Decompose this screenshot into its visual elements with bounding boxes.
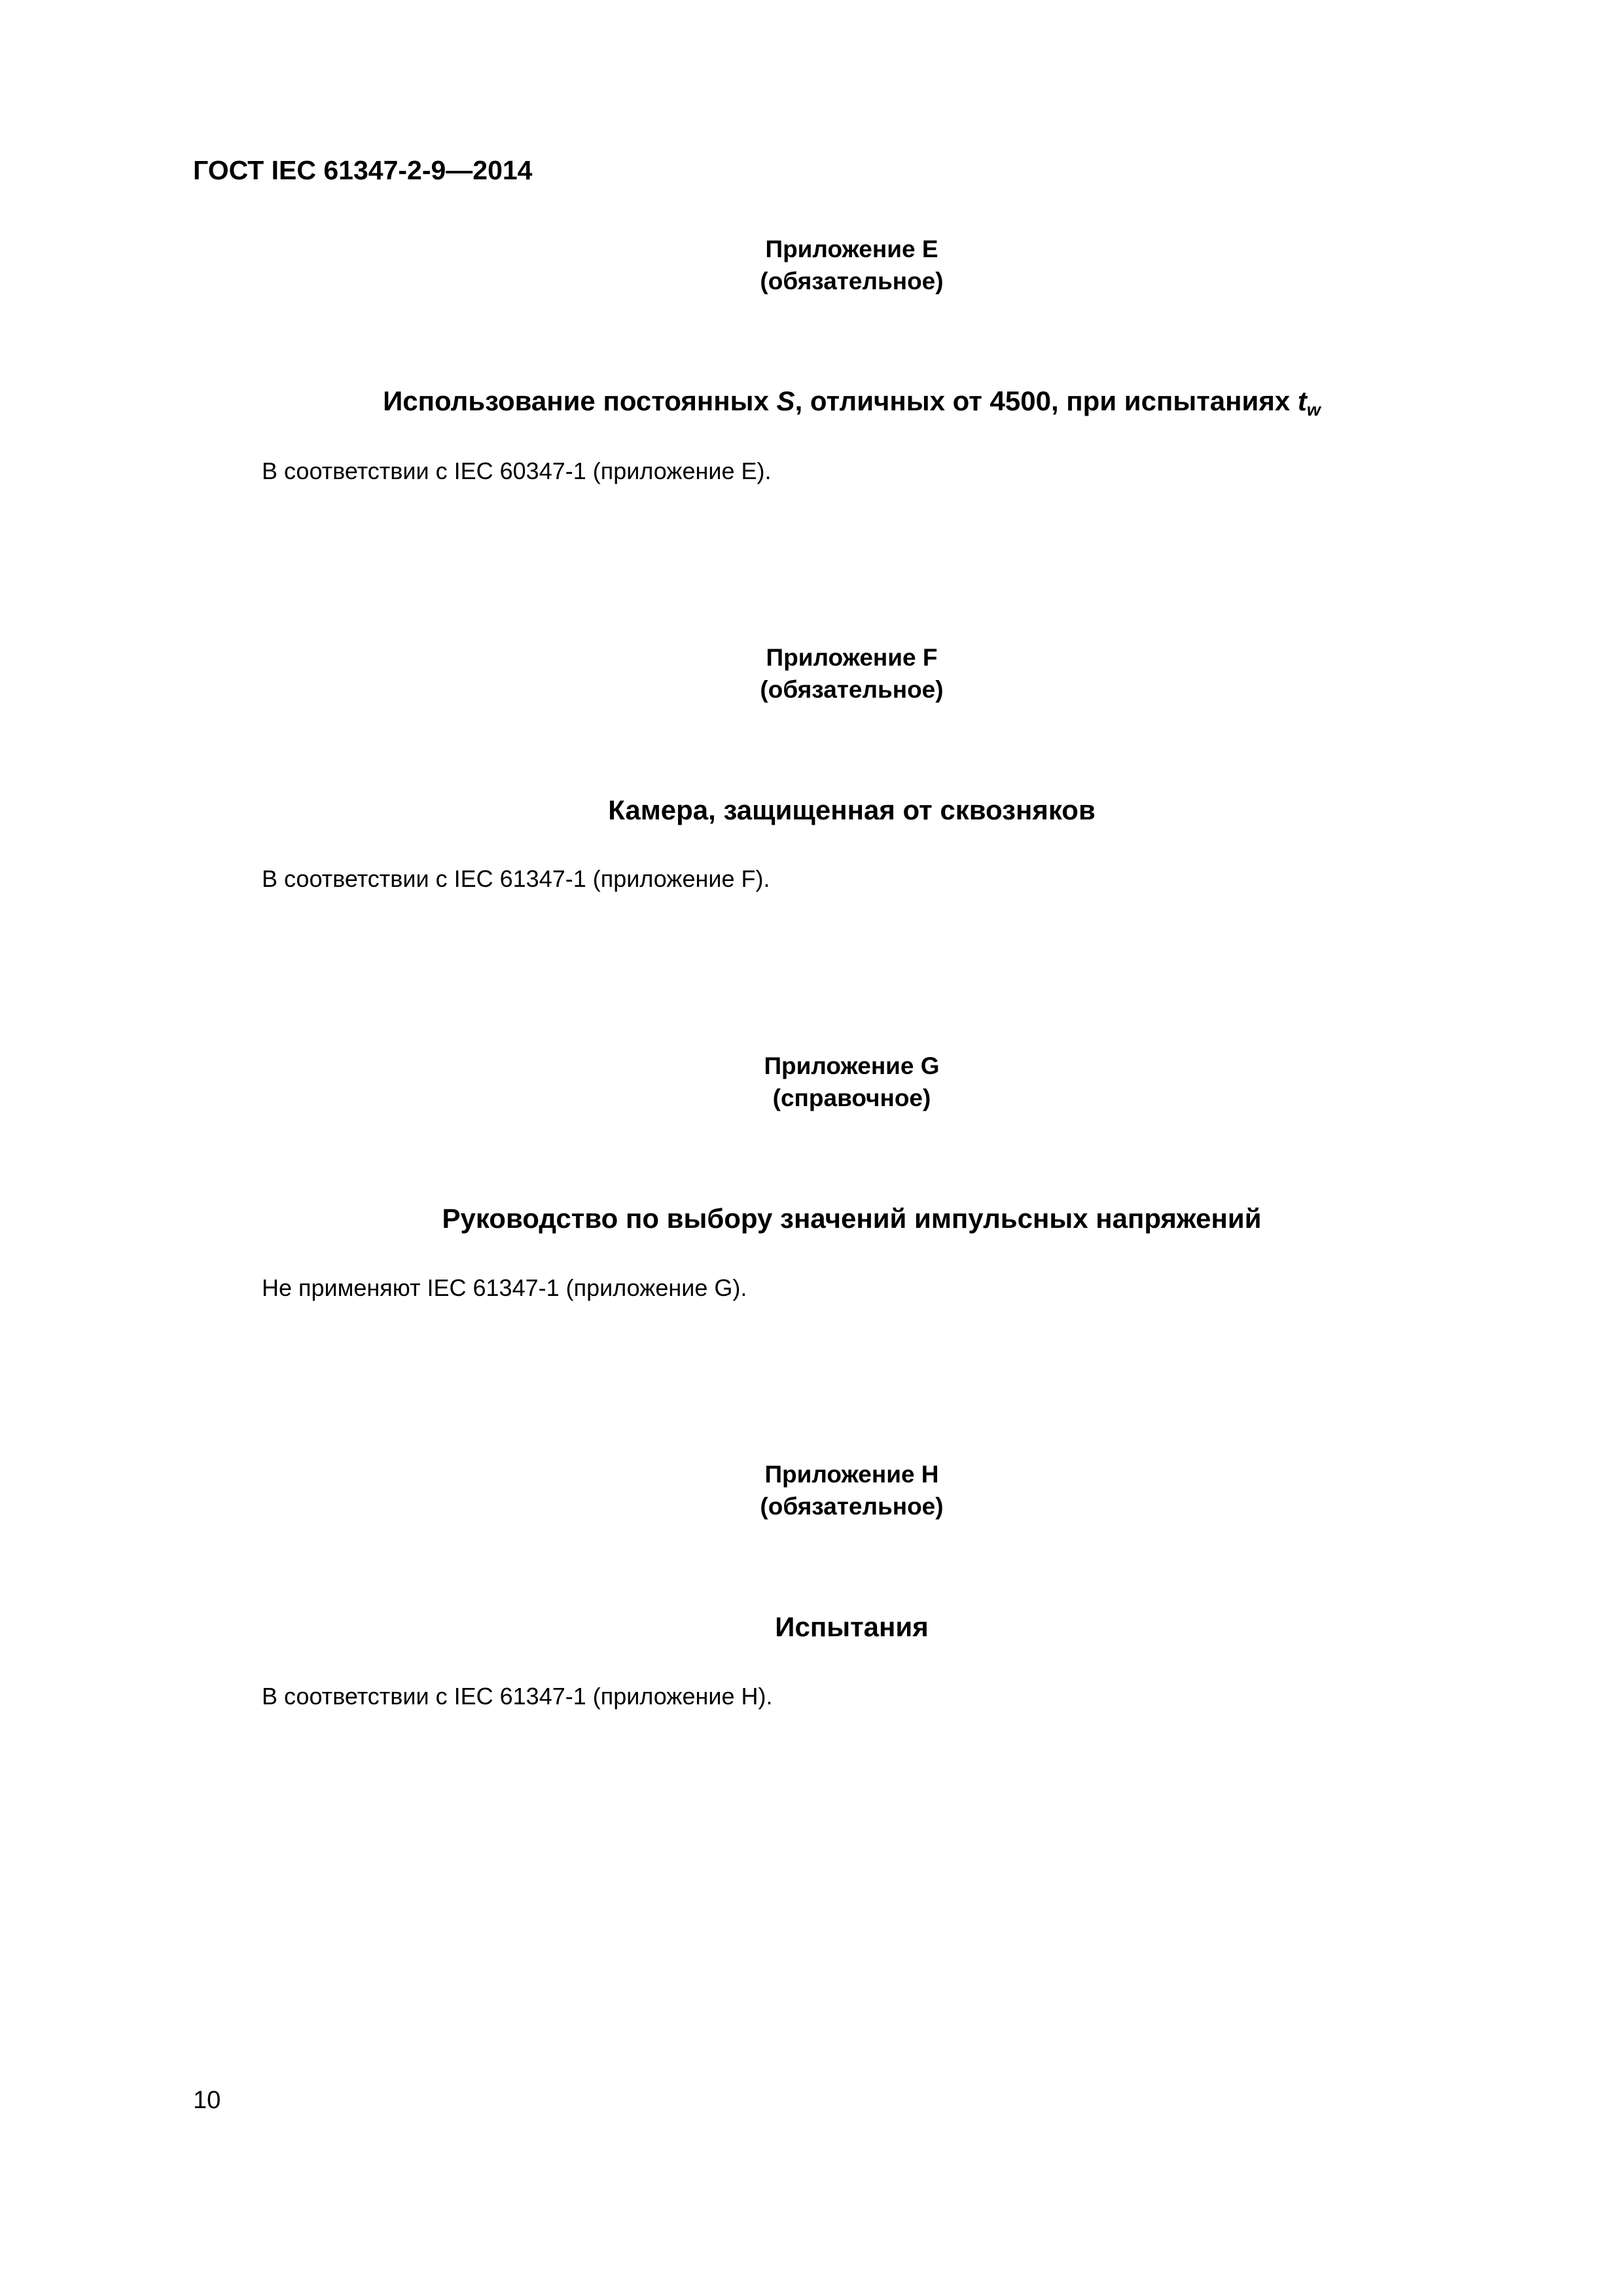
page-number: 10 <box>193 2087 221 2114</box>
annex-g-label <box>0 1050 1623 1114</box>
annex-e-title-start: Использование постоянных <box>383 386 777 416</box>
annex-e-status: (обязательное) <box>760 268 944 295</box>
annex-h-status: (обязательное) <box>760 1493 944 1520</box>
annex-e-title-middle: , отличных от 4500, при испытаниях <box>794 386 1298 416</box>
annex-h-label <box>0 1458 1623 1522</box>
annex-f-label <box>0 641 1623 706</box>
annex-h-text: В соответствии с IEC 61347-1 (приложение H). <box>262 1683 773 1710</box>
annex-e-title <box>0 386 1623 420</box>
annex-f-text: В соответствии с IEC 61347-1 (приложение F). <box>262 865 770 892</box>
annex-g-title: Руководство по выбору значений импульсных напряжений <box>442 1203 1262 1234</box>
annex-h-title: Испытания <box>775 1611 929 1642</box>
annex-g-status: (справочное) <box>772 1085 931 1111</box>
document-header: ГОСТ IEC 61347-2-9—2014 <box>193 155 533 185</box>
annex-f-number: Приложение F <box>766 644 938 671</box>
annex-f-status: (обязательное) <box>760 676 944 703</box>
annex-e-number: Приложение E <box>765 236 938 262</box>
annex-e-text: В соответствии с IEC 60347-1 (приложение E). <box>262 457 772 484</box>
annex-g-text: Не применяют IEC 61347-1 (приложение G). <box>262 1274 747 1301</box>
annex-g-number: Приложение G <box>764 1052 940 1079</box>
annex-e-title-variable: t <box>1297 386 1307 416</box>
annex-e-title-subscript: w <box>1306 400 1321 420</box>
annex-f-title: Камера, защищенная от сквозняков <box>608 795 1096 825</box>
annex-e-label <box>0 233 1623 297</box>
annex-e-title-symbol: S <box>776 386 795 416</box>
annex-h-number: Приложение H <box>764 1461 939 1488</box>
